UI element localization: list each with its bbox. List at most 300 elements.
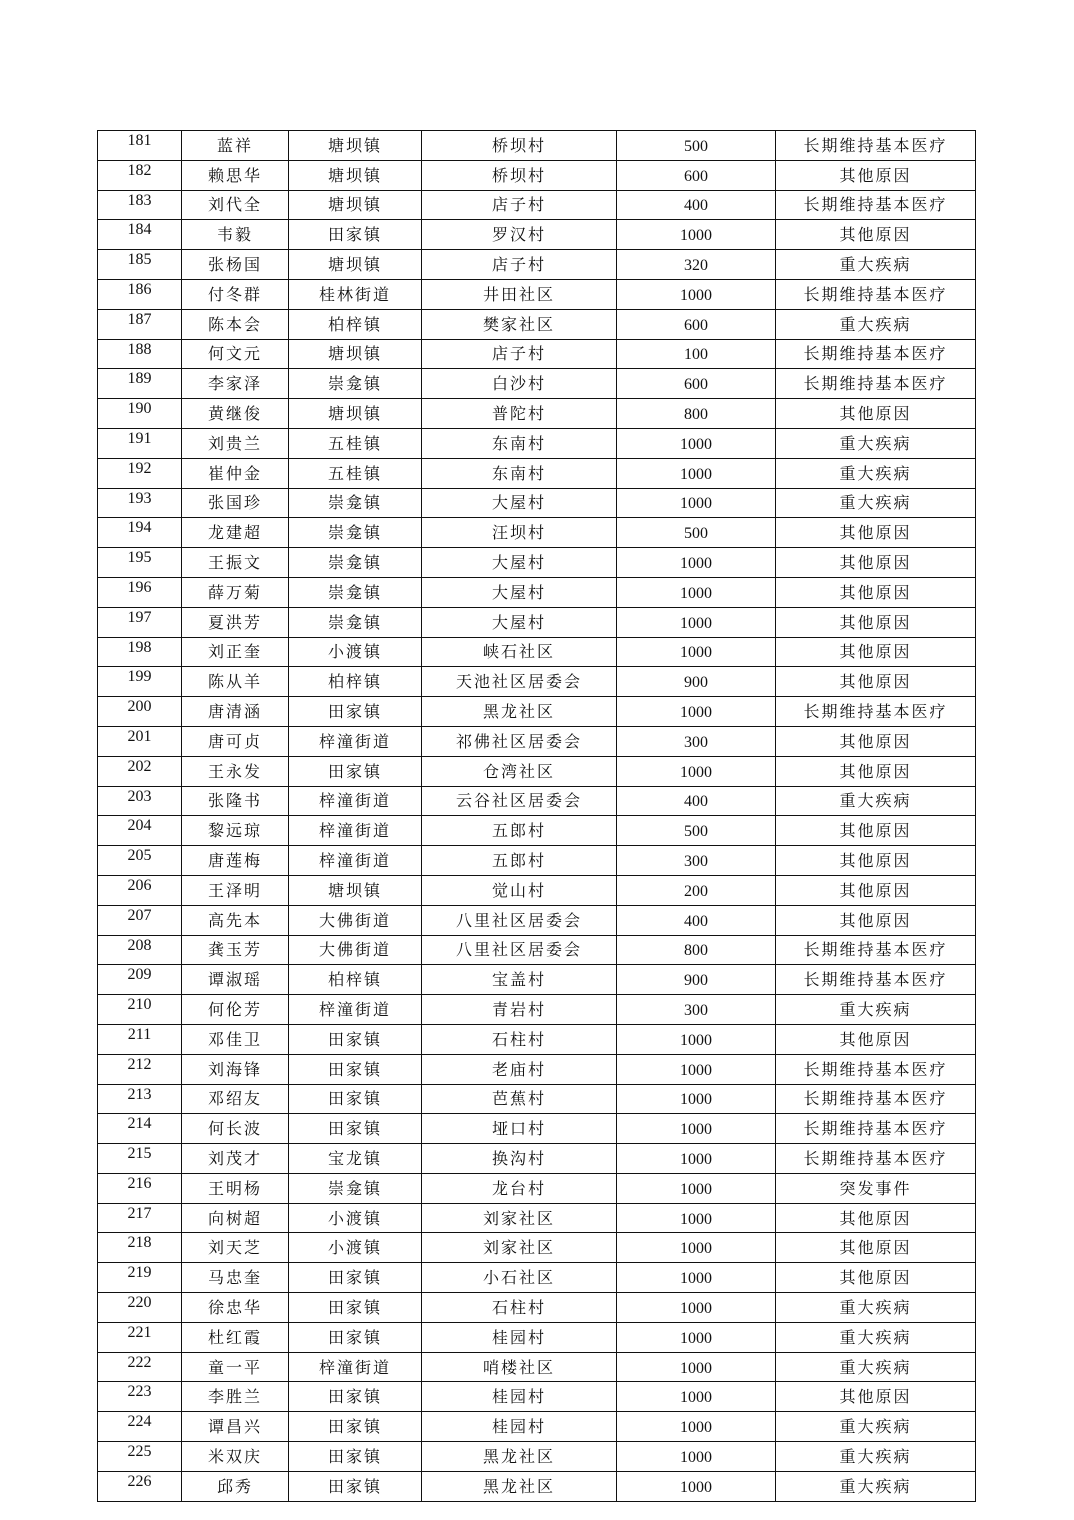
table-row: [98, 697, 976, 727]
row-number-cell: 197: [98, 607, 182, 637]
town-cell: 田家镇: [289, 1412, 422, 1442]
amount-cell: 800: [617, 399, 776, 429]
reason-cell: 长期维持基本医疗: [776, 1144, 976, 1174]
person-name-cell: 米双庆: [182, 1442, 289, 1472]
town-cell: 崇龛镇: [289, 488, 422, 518]
table-body: [98, 131, 976, 1502]
row-number-cell: 221: [98, 1322, 182, 1352]
reason-cell: 长期维持基本医疗: [776, 190, 976, 220]
table-row: [98, 756, 976, 786]
town-cell: 田家镇: [289, 220, 422, 250]
person-name-cell: 刘茂才: [182, 1144, 289, 1174]
table-row: [98, 309, 976, 339]
amount-cell: 1000: [617, 1352, 776, 1382]
village-cell: 垭口村: [422, 1114, 617, 1144]
person-name-cell: 谭昌兴: [182, 1412, 289, 1442]
person-name-cell: 崔仲金: [182, 458, 289, 488]
row-number-cell: 209: [98, 965, 182, 995]
person-name-cell: 陈本会: [182, 309, 289, 339]
village-cell: 黑龙社区: [422, 1471, 617, 1501]
person-name-cell: 徐忠华: [182, 1293, 289, 1323]
reason-cell: 其他原因: [776, 399, 976, 429]
person-name-cell: 李胜兰: [182, 1382, 289, 1412]
amount-cell: 1000: [617, 756, 776, 786]
table-row: [98, 1114, 976, 1144]
table-row: [98, 935, 976, 965]
person-name-cell: 陈从羊: [182, 667, 289, 697]
reason-cell: 其他原因: [776, 577, 976, 607]
town-cell: 田家镇: [289, 1293, 422, 1323]
village-cell: 龙台村: [422, 1173, 617, 1203]
reason-cell: 重大疾病: [776, 1412, 976, 1442]
table-row: [98, 250, 976, 280]
person-name-cell: 王泽明: [182, 875, 289, 905]
village-cell: 八里社区居委会: [422, 905, 617, 935]
town-cell: 小渡镇: [289, 1233, 422, 1263]
person-name-cell: 薛万菊: [182, 577, 289, 607]
person-name-cell: 黎远琼: [182, 816, 289, 846]
village-cell: 东南村: [422, 428, 617, 458]
table-row: [98, 726, 976, 756]
village-cell: 刘家社区: [422, 1233, 617, 1263]
reason-cell: 重大疾病: [776, 1442, 976, 1472]
amount-cell: 1000: [617, 1322, 776, 1352]
person-name-cell: 王明杨: [182, 1173, 289, 1203]
reason-cell: 其他原因: [776, 756, 976, 786]
person-name-cell: 刘贵兰: [182, 428, 289, 458]
reason-cell: 重大疾病: [776, 488, 976, 518]
row-number-cell: 187: [98, 309, 182, 339]
row-number-cell: 188: [98, 339, 182, 369]
table-row: [98, 220, 976, 250]
reason-cell: 长期维持基本医疗: [776, 131, 976, 161]
amount-cell: 600: [617, 160, 776, 190]
table-row: [98, 131, 976, 161]
town-cell: 柏梓镇: [289, 309, 422, 339]
person-name-cell: 夏洪芳: [182, 607, 289, 637]
reason-cell: 其他原因: [776, 160, 976, 190]
village-cell: 青岩村: [422, 995, 617, 1025]
town-cell: 崇龛镇: [289, 369, 422, 399]
table-row: [98, 1293, 976, 1323]
row-number-cell: 181: [98, 131, 182, 161]
person-name-cell: 赖思华: [182, 160, 289, 190]
amount-cell: 400: [617, 190, 776, 220]
reason-cell: 其他原因: [776, 816, 976, 846]
reason-cell: 其他原因: [776, 726, 976, 756]
row-number-cell: 194: [98, 518, 182, 548]
table-row: [98, 875, 976, 905]
reason-cell: 长期维持基本医疗: [776, 369, 976, 399]
amount-cell: 1000: [617, 1233, 776, 1263]
table-row: [98, 995, 976, 1025]
town-cell: 田家镇: [289, 756, 422, 786]
person-name-cell: 蓝祥: [182, 131, 289, 161]
village-cell: 仓湾社区: [422, 756, 617, 786]
town-cell: 塘坝镇: [289, 190, 422, 220]
table-row: [98, 1382, 976, 1412]
amount-cell: 300: [617, 726, 776, 756]
village-cell: 黑龙社区: [422, 1442, 617, 1472]
amount-cell: 1000: [617, 1382, 776, 1412]
person-name-cell: 刘正奎: [182, 637, 289, 667]
amount-cell: 1000: [617, 1084, 776, 1114]
row-number-cell: 189: [98, 369, 182, 399]
reason-cell: 长期维持基本医疗: [776, 1054, 976, 1084]
amount-cell: 1000: [617, 607, 776, 637]
person-name-cell: 张隆书: [182, 786, 289, 816]
amount-cell: 600: [617, 309, 776, 339]
person-name-cell: 唐清涵: [182, 697, 289, 727]
amount-cell: 1000: [617, 1173, 776, 1203]
table-row: [98, 428, 976, 458]
amount-cell: 1000: [617, 428, 776, 458]
reason-cell: 其他原因: [776, 846, 976, 876]
table-row: [98, 1412, 976, 1442]
reason-cell: 重大疾病: [776, 1352, 976, 1382]
table-row: [98, 458, 976, 488]
row-number-cell: 185: [98, 250, 182, 280]
reason-cell: 其他原因: [776, 548, 976, 578]
town-cell: 田家镇: [289, 1322, 422, 1352]
amount-cell: 500: [617, 518, 776, 548]
village-cell: 峡石社区: [422, 637, 617, 667]
town-cell: 田家镇: [289, 1263, 422, 1293]
reason-cell: 长期维持基本医疗: [776, 965, 976, 995]
amount-cell: 1000: [617, 1114, 776, 1144]
amount-cell: 1000: [617, 1263, 776, 1293]
amount-cell: 1000: [617, 1144, 776, 1174]
town-cell: 崇龛镇: [289, 548, 422, 578]
amount-cell: 1000: [617, 458, 776, 488]
table-row: [98, 1471, 976, 1501]
table-row: [98, 846, 976, 876]
table-row: [98, 607, 976, 637]
person-name-cell: 谭淑瑶: [182, 965, 289, 995]
reason-cell: 其他原因: [776, 637, 976, 667]
person-name-cell: 何文元: [182, 339, 289, 369]
village-cell: 桂园村: [422, 1382, 617, 1412]
table-row: [98, 637, 976, 667]
town-cell: 田家镇: [289, 1471, 422, 1501]
table-row: [98, 518, 976, 548]
row-number-cell: 222: [98, 1352, 182, 1382]
person-name-cell: 龚玉芳: [182, 935, 289, 965]
amount-cell: 100: [617, 339, 776, 369]
amount-cell: 800: [617, 935, 776, 965]
amount-cell: 1000: [617, 548, 776, 578]
table-row: [98, 190, 976, 220]
town-cell: 塘坝镇: [289, 875, 422, 905]
town-cell: 梓潼街道: [289, 995, 422, 1025]
village-cell: 桥坝村: [422, 160, 617, 190]
person-name-cell: 邱秀: [182, 1471, 289, 1501]
reason-cell: 重大疾病: [776, 309, 976, 339]
table-row: [98, 339, 976, 369]
reason-cell: 其他原因: [776, 607, 976, 637]
town-cell: 五桂镇: [289, 428, 422, 458]
reason-cell: 其他原因: [776, 1203, 976, 1233]
village-cell: 大屋村: [422, 488, 617, 518]
reason-cell: 其他原因: [776, 875, 976, 905]
person-name-cell: 刘代全: [182, 190, 289, 220]
row-number-cell: 211: [98, 1024, 182, 1054]
town-cell: 大佛街道: [289, 935, 422, 965]
row-number-cell: 216: [98, 1173, 182, 1203]
person-name-cell: 马忠奎: [182, 1263, 289, 1293]
village-cell: 换沟村: [422, 1144, 617, 1174]
reason-cell: 其他原因: [776, 518, 976, 548]
village-cell: 宝盖村: [422, 965, 617, 995]
table-row: [98, 786, 976, 816]
amount-cell: 1000: [617, 279, 776, 309]
reason-cell: 突发事件: [776, 1173, 976, 1203]
person-name-cell: 向树超: [182, 1203, 289, 1233]
person-name-cell: 韦毅: [182, 220, 289, 250]
reason-cell: 长期维持基本医疗: [776, 697, 976, 727]
town-cell: 梓潼街道: [289, 846, 422, 876]
village-cell: 罗汉村: [422, 220, 617, 250]
table-row: [98, 1144, 976, 1174]
row-number-cell: 225: [98, 1442, 182, 1472]
village-cell: 石柱村: [422, 1024, 617, 1054]
reason-cell: 重大疾病: [776, 1322, 976, 1352]
row-number-cell: 199: [98, 667, 182, 697]
table-row: [98, 667, 976, 697]
village-cell: 五郎村: [422, 816, 617, 846]
reason-cell: 其他原因: [776, 1263, 976, 1293]
person-name-cell: 童一平: [182, 1352, 289, 1382]
town-cell: 小渡镇: [289, 1203, 422, 1233]
amount-cell: 900: [617, 667, 776, 697]
table-row: [98, 1024, 976, 1054]
table-row: [98, 1442, 976, 1472]
row-number-cell: 215: [98, 1144, 182, 1174]
village-cell: 东南村: [422, 458, 617, 488]
reason-cell: 重大疾病: [776, 428, 976, 458]
village-cell: 汪坝村: [422, 518, 617, 548]
reason-cell: 其他原因: [776, 1024, 976, 1054]
table-row: [98, 905, 976, 935]
town-cell: 五桂镇: [289, 458, 422, 488]
town-cell: 崇龛镇: [289, 518, 422, 548]
row-number-cell: 186: [98, 279, 182, 309]
row-number-cell: 183: [98, 190, 182, 220]
reason-cell: 其他原因: [776, 220, 976, 250]
relief-list-table: [97, 130, 976, 1502]
row-number-cell: 191: [98, 428, 182, 458]
amount-cell: 500: [617, 131, 776, 161]
town-cell: 田家镇: [289, 1054, 422, 1084]
town-cell: 柏梓镇: [289, 667, 422, 697]
village-cell: 觉山村: [422, 875, 617, 905]
table-row: [98, 399, 976, 429]
person-name-cell: 黄继俊: [182, 399, 289, 429]
row-number-cell: 206: [98, 875, 182, 905]
row-number-cell: 207: [98, 905, 182, 935]
person-name-cell: 唐可贞: [182, 726, 289, 756]
amount-cell: 1000: [617, 637, 776, 667]
town-cell: 塘坝镇: [289, 160, 422, 190]
amount-cell: 1000: [617, 1471, 776, 1501]
row-number-cell: 217: [98, 1203, 182, 1233]
row-number-cell: 210: [98, 995, 182, 1025]
amount-cell: 1000: [617, 1442, 776, 1472]
amount-cell: 1000: [617, 488, 776, 518]
village-cell: 大屋村: [422, 577, 617, 607]
person-name-cell: 龙建超: [182, 518, 289, 548]
reason-cell: 长期维持基本医疗: [776, 1084, 976, 1114]
row-number-cell: 212: [98, 1054, 182, 1084]
town-cell: 梓潼街道: [289, 1352, 422, 1382]
reason-cell: 其他原因: [776, 1233, 976, 1263]
town-cell: 桂林街道: [289, 279, 422, 309]
table-row: [98, 1084, 976, 1114]
town-cell: 塘坝镇: [289, 339, 422, 369]
row-number-cell: 184: [98, 220, 182, 250]
person-name-cell: 邓佳卫: [182, 1024, 289, 1054]
row-number-cell: 190: [98, 399, 182, 429]
reason-cell: 其他原因: [776, 905, 976, 935]
person-name-cell: 李家泽: [182, 369, 289, 399]
village-cell: 五郎村: [422, 846, 617, 876]
person-name-cell: 张国珍: [182, 488, 289, 518]
village-cell: 白沙村: [422, 369, 617, 399]
person-name-cell: 刘天芝: [182, 1233, 289, 1263]
reason-cell: 重大疾病: [776, 1471, 976, 1501]
row-number-cell: 202: [98, 756, 182, 786]
person-name-cell: 王振文: [182, 548, 289, 578]
village-cell: 店子村: [422, 339, 617, 369]
town-cell: 梓潼街道: [289, 816, 422, 846]
town-cell: 柏梓镇: [289, 965, 422, 995]
row-number-cell: 214: [98, 1114, 182, 1144]
reason-cell: 重大疾病: [776, 1293, 976, 1323]
village-cell: 八里社区居委会: [422, 935, 617, 965]
table-row: [98, 1322, 976, 1352]
row-number-cell: 200: [98, 697, 182, 727]
amount-cell: 1000: [617, 1412, 776, 1442]
village-cell: 祁佛社区居委会: [422, 726, 617, 756]
row-number-cell: 182: [98, 160, 182, 190]
row-number-cell: 218: [98, 1233, 182, 1263]
reason-cell: 重大疾病: [776, 458, 976, 488]
reason-cell: 长期维持基本医疗: [776, 339, 976, 369]
village-cell: 樊家社区: [422, 309, 617, 339]
village-cell: 井田社区: [422, 279, 617, 309]
amount-cell: 1000: [617, 1054, 776, 1084]
town-cell: 田家镇: [289, 1084, 422, 1114]
row-number-cell: 213: [98, 1084, 182, 1114]
row-number-cell: 192: [98, 458, 182, 488]
town-cell: 崇龛镇: [289, 1173, 422, 1203]
reason-cell: 长期维持基本医疗: [776, 1114, 976, 1144]
person-name-cell: 邓绍友: [182, 1084, 289, 1114]
village-cell: 店子村: [422, 190, 617, 220]
reason-cell: 重大疾病: [776, 250, 976, 280]
table-row: [98, 816, 976, 846]
amount-cell: 1000: [617, 697, 776, 727]
row-number-cell: 226: [98, 1471, 182, 1501]
table-row: [98, 160, 976, 190]
village-cell: 刘家社区: [422, 1203, 617, 1233]
reason-cell: 其他原因: [776, 667, 976, 697]
town-cell: 田家镇: [289, 1114, 422, 1144]
village-cell: 大屋村: [422, 607, 617, 637]
reason-cell: 长期维持基本医疗: [776, 935, 976, 965]
town-cell: 梓潼街道: [289, 726, 422, 756]
table-row: [98, 1263, 976, 1293]
village-cell: 黑龙社区: [422, 697, 617, 727]
village-cell: 大屋村: [422, 548, 617, 578]
table-row: [98, 279, 976, 309]
row-number-cell: 223: [98, 1382, 182, 1412]
village-cell: 桂园村: [422, 1412, 617, 1442]
amount-cell: 300: [617, 846, 776, 876]
person-name-cell: 杜红霞: [182, 1322, 289, 1352]
table-row: [98, 577, 976, 607]
village-cell: 桥坝村: [422, 131, 617, 161]
village-cell: 云谷社区居委会: [422, 786, 617, 816]
table-row: [98, 1203, 976, 1233]
amount-cell: 1000: [617, 577, 776, 607]
person-name-cell: 刘海锋: [182, 1054, 289, 1084]
village-cell: 天池社区居委会: [422, 667, 617, 697]
row-number-cell: 196: [98, 577, 182, 607]
village-cell: 店子村: [422, 250, 617, 280]
row-number-cell: 201: [98, 726, 182, 756]
person-name-cell: 王永发: [182, 756, 289, 786]
amount-cell: 1000: [617, 1024, 776, 1054]
amount-cell: 200: [617, 875, 776, 905]
village-cell: 哨楼社区: [422, 1352, 617, 1382]
person-name-cell: 付冬群: [182, 279, 289, 309]
row-number-cell: 220: [98, 1293, 182, 1323]
reason-cell: 长期维持基本医疗: [776, 279, 976, 309]
reason-cell: 其他原因: [776, 1382, 976, 1412]
town-cell: 塘坝镇: [289, 399, 422, 429]
village-cell: 普陀村: [422, 399, 617, 429]
village-cell: 石柱村: [422, 1293, 617, 1323]
row-number-cell: 193: [98, 488, 182, 518]
town-cell: 田家镇: [289, 1024, 422, 1054]
amount-cell: 1000: [617, 220, 776, 250]
town-cell: 田家镇: [289, 697, 422, 727]
row-number-cell: 198: [98, 637, 182, 667]
town-cell: 宝龙镇: [289, 1144, 422, 1174]
person-name-cell: 何伦芳: [182, 995, 289, 1025]
amount-cell: 1000: [617, 1293, 776, 1323]
row-number-cell: 224: [98, 1412, 182, 1442]
village-cell: 小石社区: [422, 1263, 617, 1293]
town-cell: 崇龛镇: [289, 607, 422, 637]
person-name-cell: 张杨国: [182, 250, 289, 280]
table-row: [98, 488, 976, 518]
person-name-cell: 何长波: [182, 1114, 289, 1144]
table-row: [98, 1054, 976, 1084]
town-cell: 塘坝镇: [289, 250, 422, 280]
town-cell: 大佛街道: [289, 905, 422, 935]
reason-cell: 重大疾病: [776, 995, 976, 1025]
town-cell: 梓潼街道: [289, 786, 422, 816]
reason-cell: 重大疾病: [776, 786, 976, 816]
row-number-cell: 203: [98, 786, 182, 816]
table-row: [98, 548, 976, 578]
row-number-cell: 205: [98, 846, 182, 876]
village-cell: 芭蕉村: [422, 1084, 617, 1114]
person-name-cell: 高先本: [182, 905, 289, 935]
table-row: [98, 965, 976, 995]
